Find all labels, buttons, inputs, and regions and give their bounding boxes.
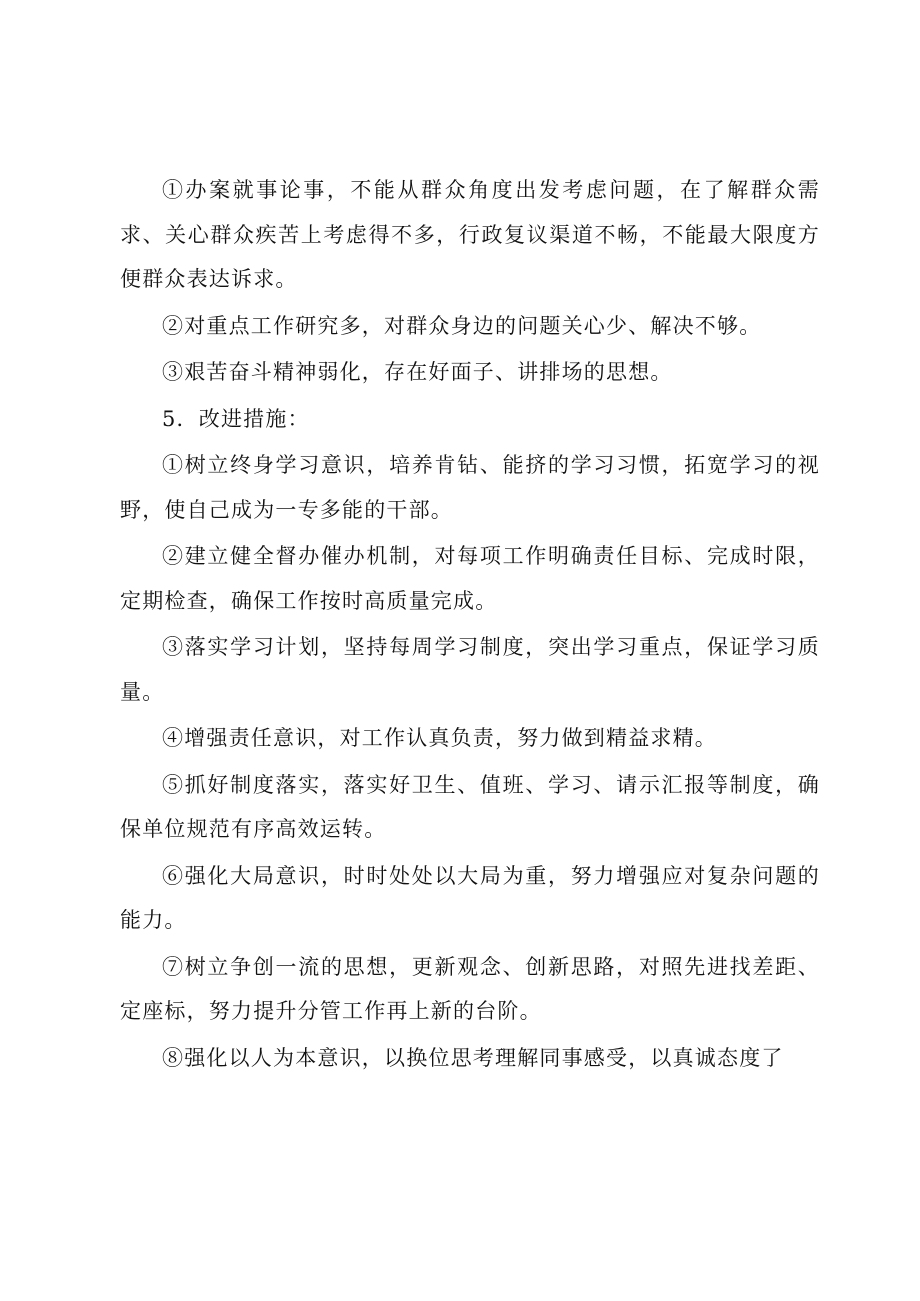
- paragraph-measure-1: ①树立终身学习意识，培养肯钻、能挤的学习习惯，拓宽学习的视野，使自己成为一专多能的干部。: [120, 453, 820, 522]
- paragraph-problem-1: ①办案就事论事，不能从群众角度出发考虑问题，在了解群众需求、关心群众疾苦上考虑得不多，行政复议渠道不畅，不能最大限度方便群众表达诉求。: [120, 178, 820, 291]
- paragraph-measure-8: ⑧强化以人为本意识，以换位思考理解同事感受，以真诚态度了: [162, 1045, 784, 1070]
- paragraph-problem-2: ②对重点工作研究多，对群众身边的问题关心少、解决不够。: [162, 313, 762, 338]
- paragraph-problem-3: ③艰苦奋斗精神弱化，存在好面子、讲排场的思想。: [162, 360, 673, 384]
- paragraph-measure-3: ③落实学习计划，坚持每周学习制度，突出学习重点，保证学习质量。: [120, 635, 820, 704]
- paragraph-measure-4: ④增强责任意识，对工作认真负责，努力做到精益求精。: [162, 726, 717, 750]
- document-body: [120, 168, 820, 1082]
- paragraph-measure-5: ⑤抓好制度落实，落实好卫生、值班、学习、请示汇报等制度，确保单位规范有序高效运转。: [120, 772, 820, 841]
- paragraph-measure-2: ②建立健全督办催办机制，对每项工作明确责任目标、完成时限，定期检查，确保工作按时高质量完成。: [120, 544, 820, 613]
- paragraph-measure-6: ⑥强化大局意识，时时处处以大局为重，努力增强应对复杂问题的能力。: [120, 863, 820, 932]
- paragraph-measure-7: ⑦树立争创一流的思想，更新观念、创新思路，对照先进找差距、定座标，努力提升分管工作再上新的台阶。: [120, 954, 820, 1023]
- section-heading-improvement: 5．改进措施：: [162, 406, 310, 431]
